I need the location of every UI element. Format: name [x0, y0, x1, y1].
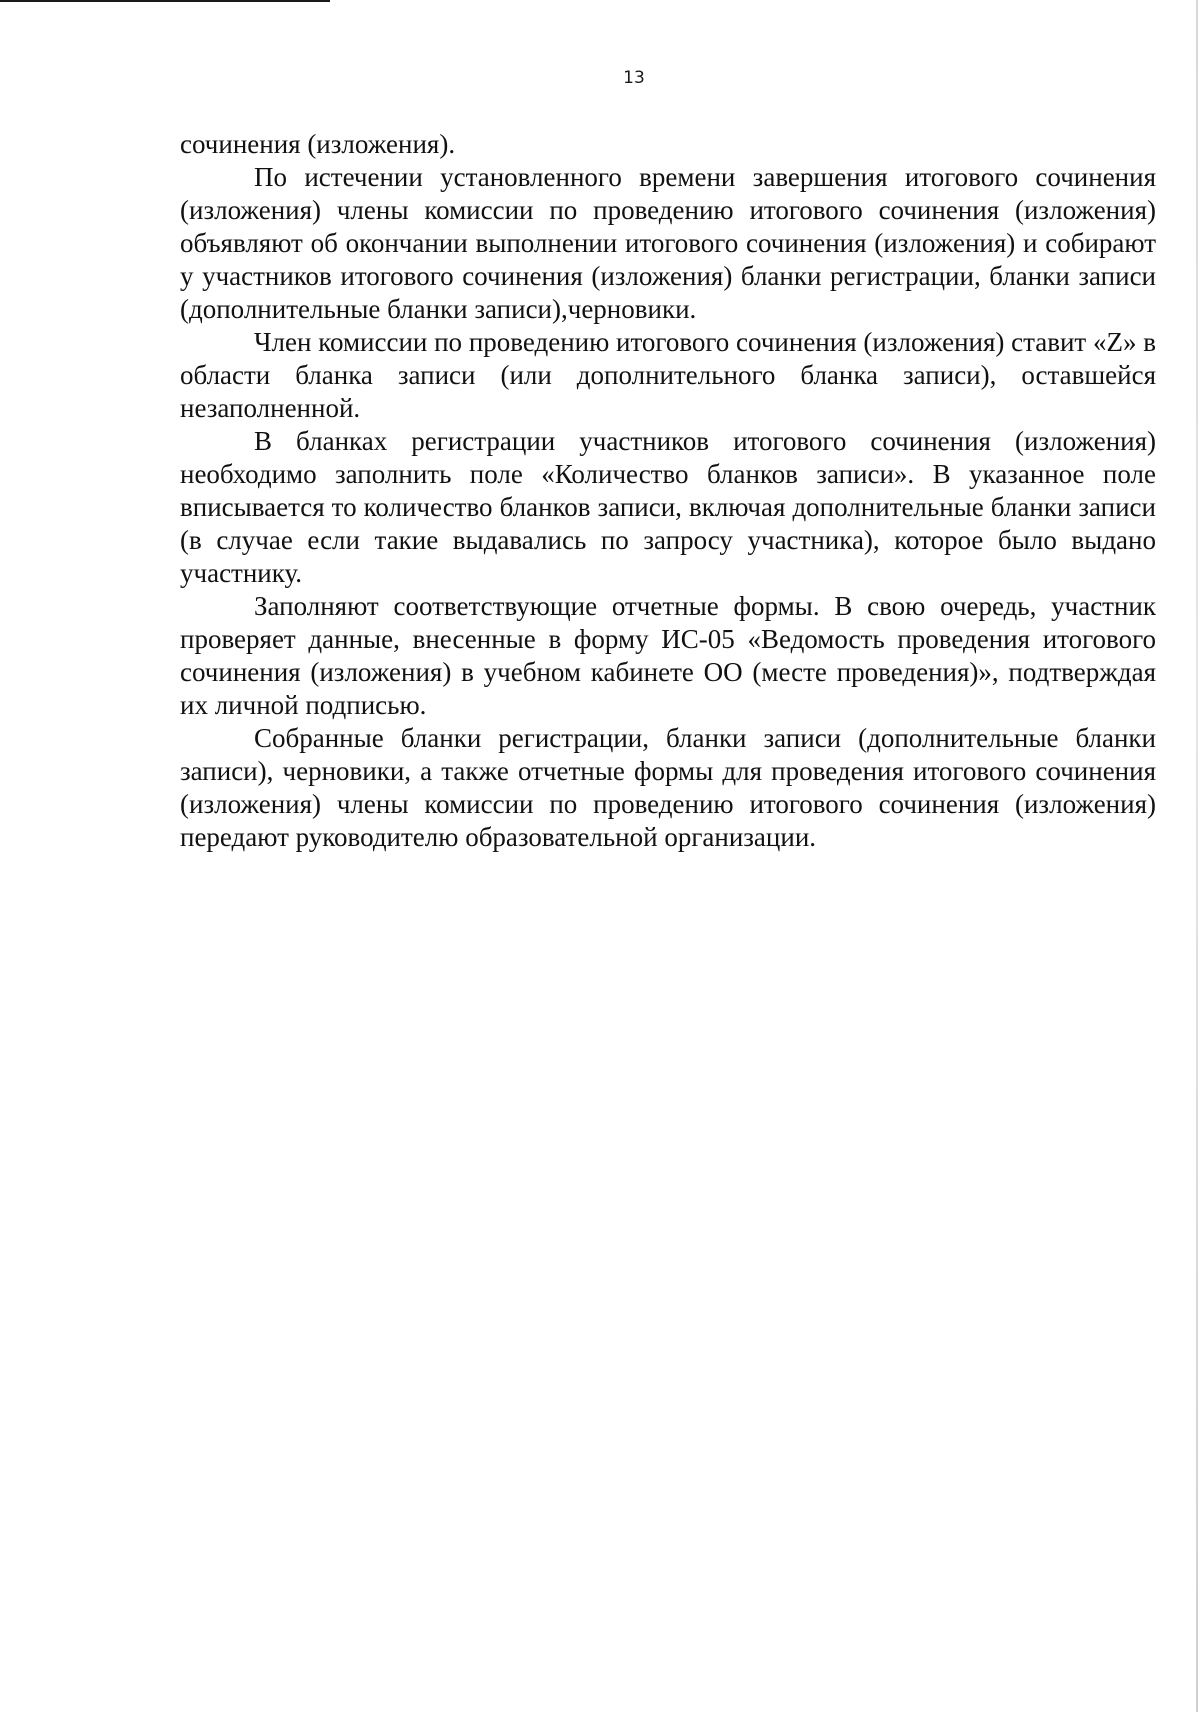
page-number: 13: [623, 68, 645, 88]
paragraph-z-mark: Член комиссии по проведению итогового сочинения (изложения) ставит «Z» в области бланка записи (или дополнительного бланка записи), оставшейся незаполненной.: [180, 327, 1156, 423]
paragraph-registration-forms: В бланках регистрации участников итогового сочинения (изложения) необходимо заполнить поле «Количество бланков записи». В указанное поле вписывается то количество бланков записи, включая дополнительные бланки записи (в случае если такие выдавались по запросу участника), которое было выдано участнику.: [180, 426, 1156, 588]
paragraph-continuation: сочинения (изложения).: [180, 129, 456, 159]
paragraph-report-forms: Заполняют соответствующие отчетные формы. В свою очередь, участник проверяет данные, внесенные в форму ИС-05 «Ведомость проведения итогового сочинения (изложения) в учебном кабинете ОО (месте проведения)», подтверждая их личной подписью.: [180, 591, 1156, 720]
scan-edge-top: [0, 0, 330, 2]
paragraph-handover: Собранные бланки регистрации, бланки записи (дополнительные бланки записи), черновики, а также отчетные формы для проведения итогового сочинения (изложения) члены комиссии по проведению итогового сочинения (изложения) передают руководителю образовательной организации.: [180, 723, 1156, 852]
scan-edge-right: [1196, 0, 1198, 1712]
paragraph-time-end: По истечении установленного времени завершения итогового сочинения (изложения) члены комиссии по проведению итогового сочинения (изложения) объявляют об окончании выполнении итогового сочинения (изложения) и собирают у участников итогового сочинения (изложения) бланки регистрации, бланки записи (дополнительные бланки записи),черновики.: [180, 162, 1156, 324]
document-body: [180, 128, 1156, 854]
